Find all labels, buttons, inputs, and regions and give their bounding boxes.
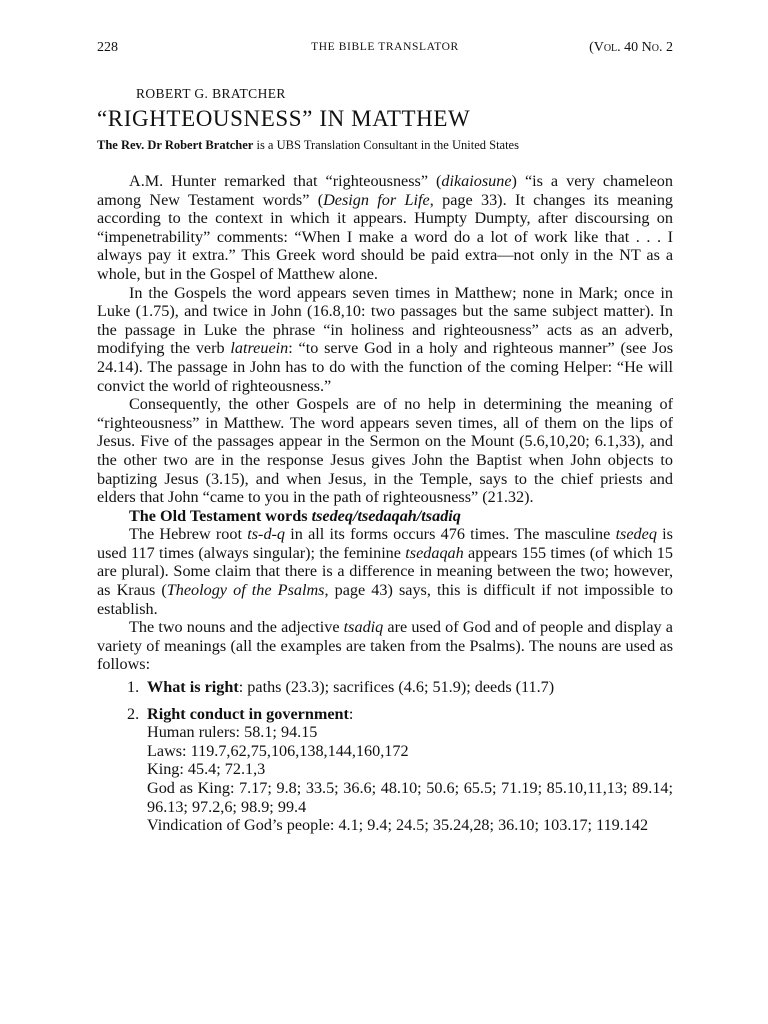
section-heading: The Old Testament words tsedeq/tsedaqah/tsadiq: [129, 506, 461, 525]
meanings-list: [97, 678, 673, 835]
article-title: “RIGHTEOUSNESS” IN MATTHEW: [97, 106, 471, 131]
list-number: 2.: [127, 704, 140, 723]
list-item: [97, 705, 673, 835]
paragraph-4: The Hebrew root ts-d-q in all its forms occurs 476 times. The masculine tsedeq is used 117 times (always singular); the feminine tsedaqah appears 155 times (of which 15 are plural). Some claim that there is a difference in meaning between the two; however, as Kraus (Theology of the Psalms, page 43) says, this is difficult if not impossible to establish.: [97, 525, 673, 618]
list-item-text: : paths (23.3); sacrifices (4.6; 51.9); deeds (11.7): [238, 678, 555, 697]
list-item-label: Right conduct in government: [147, 704, 349, 723]
list-item-text: :: [348, 704, 354, 723]
paragraph-1: A.M. Hunter remarked that “righteousness” (dikaiosune) “is a very chameleon among New Testament words” (Design for Life, page 33). It changes its meaning according to the context in which it appears. Humpty Dumpty, after discoursing on “impenetrability” comments: “When I make a word do a lot of work like that . . . I always pay it extra.” This Greek word should be paid extra—not only in the NT as a whole, but in the Gospel of Matthew alone.: [97, 172, 674, 283]
sub-item-human-rulers: Human rulers: 58.1; 94.15: [147, 723, 318, 742]
list-item: [97, 678, 673, 697]
article-body: [97, 172, 673, 835]
list-number: 1.: [127, 678, 140, 697]
paragraph-5: The two nouns and the adjective tsadiq are used of God and of people and display a variety of meanings (all the examples are taken from the Psalms). The nouns are used as follows:: [97, 618, 673, 674]
paragraph-3: Consequently, the other Gospels are of no help in determining the meaning of “righteousness” in Matthew. The word appears seven times, all of them on the lips of Jesus. Five of the passages appear in the Sermon on the Mount (5.6,10,20; 6.1,33), and the other two are in the response Jesus gives John the Baptist when John objects to baptizing Jesus (3.15), and when Jesus, in the Temple, says to the chief priests and elders that John “came to you in the path of righteousness” (21.32).: [97, 395, 673, 507]
journal-title: THE BIBLE TRANSLATOR: [311, 41, 459, 53]
sub-item-king: King: 45.4; 72.1,3: [147, 760, 266, 779]
volume-info: (Vol. 40 No. 2: [589, 40, 673, 55]
running-head: [97, 40, 673, 60]
sub-item-laws: Laws: 119.7,62,75,106,138,144,160,172: [147, 741, 409, 760]
list-item-label: What is right: [147, 678, 239, 697]
paragraph-2: In the Gospels the word appears seven times in Matthew; none in Mark; once in Luke (1.75), and twice in John (16.8,10: two passages but the same subject matter). In the passage in Luke the phrase “in holiness and righteousness” acts as an adverb, modifying the verb latreuein: “to serve God in a holy and righteous manner” (see Jos 24.14). The passage in John has to do with the function of the coming Helper: “He will convict the world of righteousness.”: [97, 283, 674, 395]
affiliation-name: The Rev. Dr Robert Bratcher: [97, 138, 254, 152]
page-number: 228: [97, 40, 118, 55]
sub-item-god-as-king: God as King: 7.17; 9.8; 33.5; 36.6; 48.10; 50.6; 65.5; 71.19; 85.10,11,13; 89.14; 96.13; 97.2,6; 98.9; 99.4: [147, 779, 673, 816]
sub-item-vindication: Vindication of God’s people: 4.1; 9.4; 24.5; 35.24,28; 36.10; 103.17; 119.142: [147, 816, 649, 835]
author-affiliation: [97, 138, 519, 153]
article-author: ROBERT G. BRATCHER: [136, 86, 286, 101]
sub-list: [147, 723, 673, 835]
affiliation-text: is a UBS Translation Consultant in the United States: [253, 138, 519, 152]
